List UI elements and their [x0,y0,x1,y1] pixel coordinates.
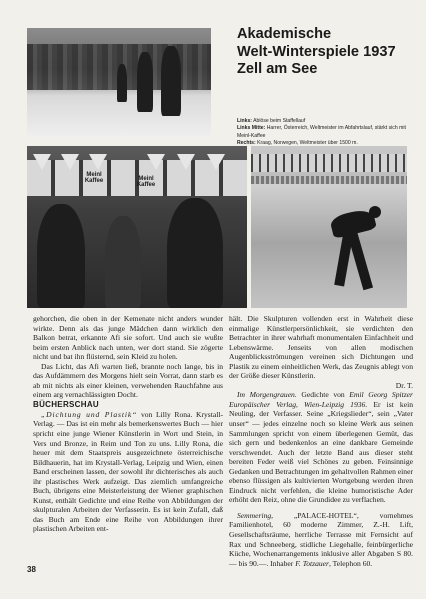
photo-skater [369,206,381,218]
caption-label: Links: [237,118,253,124]
book-title: „Dichtung und Plastik“ [41,409,138,419]
left-column [33,314,223,534]
photo-person [167,198,223,308]
book-author: Emil Georg Spitzer [349,390,414,400]
photo-pennant [61,154,79,170]
review-paragraph: hält. Die Skulpturen vollenden erst in Wahrheit diese einmalige Künstlerpersönlichkeit, sie verdichten den Betrachter in ihrer wahrhaft monumentalen Einfachheit und Lebenswärme. Jenseits von allen modischen Augenblicksströmungen vereinen sich Dichtungen und Plastik zu einem einheitlichen Werk, das Zeugnis ablegt von der Größe dieser Künstlerin. [229,314,413,381]
right-column [229,314,413,568]
photo-meinl-coffee [27,146,247,308]
photo-skier [161,46,181,116]
photo-skier [137,52,153,112]
title-line: Welt-Winterspiele 1937 [237,43,396,60]
review-text: Gedichte von [296,390,350,400]
book-title: Im Morgengrauen. [237,390,297,400]
photo-person [105,216,141,308]
section-heading: BÜCHERSCHAU [33,399,99,409]
photo-caption [237,118,417,148]
photo-skier [117,64,127,102]
photo-pennant [207,154,225,170]
photo-relay-race [27,28,211,137]
caption-text: Harrer, Österreich, Weltmeister im Abfahrtslauf, stärkt sich mit Meinl-Kaffee [237,125,406,139]
hotel-advertisement [229,511,413,568]
ad-place: Semmering, [237,510,274,520]
caption-label: Links Mitte: [237,125,266,132]
photo-speed-skater [251,146,407,308]
photo-fence [251,154,407,172]
caption-text: Kraag, Norwegen, Weltmeister über 1500 m. [255,140,358,147]
photo-sign: Meinl Kaffee [136,176,156,188]
caption-text: Ablöse beim Staffellauf [252,118,306,124]
ad-owner: F. Totzauer [295,558,329,568]
review-paragraph [229,390,413,505]
photo-pennant [33,154,51,170]
photo-tribune [251,176,407,184]
photo-pennant [177,154,195,170]
review-text: Er ist kein Neuling, der Verfasser. Seine „Kriegslieder“, sein „Vater unser“ — jedes einzelne noch so kleine Werk aus seinen Sammlungen spricht von einem überlegenen Gemüt, das sich gern und bedenkenlos an eine dankbare Gemeinde verschwendet. Auch der letzte Band aus dieser steht bereiten Feder weiß viel Schönes zu geben. Feinsinnige Gedanken und Betrachtungen im gehaltvollen Rahmen einer ebenso flüssigen als kultivierten Wortgebung werden ihren Eindruck nicht verfehlen, die kleine humoristische Ader erhöht den Reiz, ohne die Grundidee zu verflachen. [229,399,413,505]
ad-text: , Telephon 60. [329,558,373,568]
photo-skater [347,230,373,290]
review-paragraph [33,410,223,534]
book-publisher: Europäischer Verlag, Wien-Leipzig 1936. [229,399,368,409]
photo-pennant [89,154,107,170]
review-text: von Lilly Rona. Krystall-Verlag. — Das ist ein mehr als bemerkenswertes Buch — hier spricht eine junge Wiener Künstlerin in Wort und Stein, in Vers und Bronze, in Reim und Ton zu uns. Lilly Rona, die heuer mit dem Staatspreis ausgezeichnete österreichische Bildhauerin, hat im Krystall-Verlag, Leipzig und Wien, einen Band erscheinen lassen, der sowohl ihr dichterisches als auch ihr plastisches Werk aufzeigt. Das ziemlich umfangreiche Buch, übrigens eine Meisterleistung der Wiener graphischen Kunst, enthält Gedichte und eine Reihe von Abbildungen der skulpturalen Arbeiten der Verfasserin. Es ist kein Zufall, daß das Buch am Ende eine Reihe von Abbildungen ihrer plastischen Arbeiten ent- [33,409,223,534]
title-line: Akademische [237,26,332,42]
photo-person [37,204,85,308]
caption-label: Rechts: [237,140,256,147]
photo-pennant [147,154,165,170]
article-title [237,26,412,79]
story-paragraph: Das Licht, das Afi warten ließ, brannte noch lange, bis in das Aufdämmern des Morgens hielt sein Vorrat, dann starb es ab mit nichts als einer kleinen, verwehenden Rauchfahne aus einem arg vernachlässigten Docht. [33,361,223,400]
story-paragraph: gehorchen, die oben in der Kemenate nicht anders wunder wirkte. Denn als das junge Mädchen dann wirklich den Balkon betrat, erkannte Afi sie sofort. Und auch sie wußte beim ersten Anblick nach unten, wer dort stand. Sie zögerte nicht und bat ihn flüsternd, sein Kleid zu holen. [33,314,223,362]
ad-text: „PALACE-HOTEL“, vornehmes Familienhotel, 60 moderne Zimmer, Z.-H. Lift, Gesellschaftsräume, herrliche Terrasse mit Fernsicht auf Rax und Schneeberg, stidliche Liegehalle, feinbürgerliche Küche, Wochenarrangements inklusive aller Abgaben S 80.— bis 90.—. Inhaber [229,510,413,568]
review-signature: Dr. T. [395,380,413,390]
title-line: Zell am See [237,61,318,77]
page-number: 38 [27,565,36,574]
photo-sign: Meinl Kaffee [84,172,104,184]
